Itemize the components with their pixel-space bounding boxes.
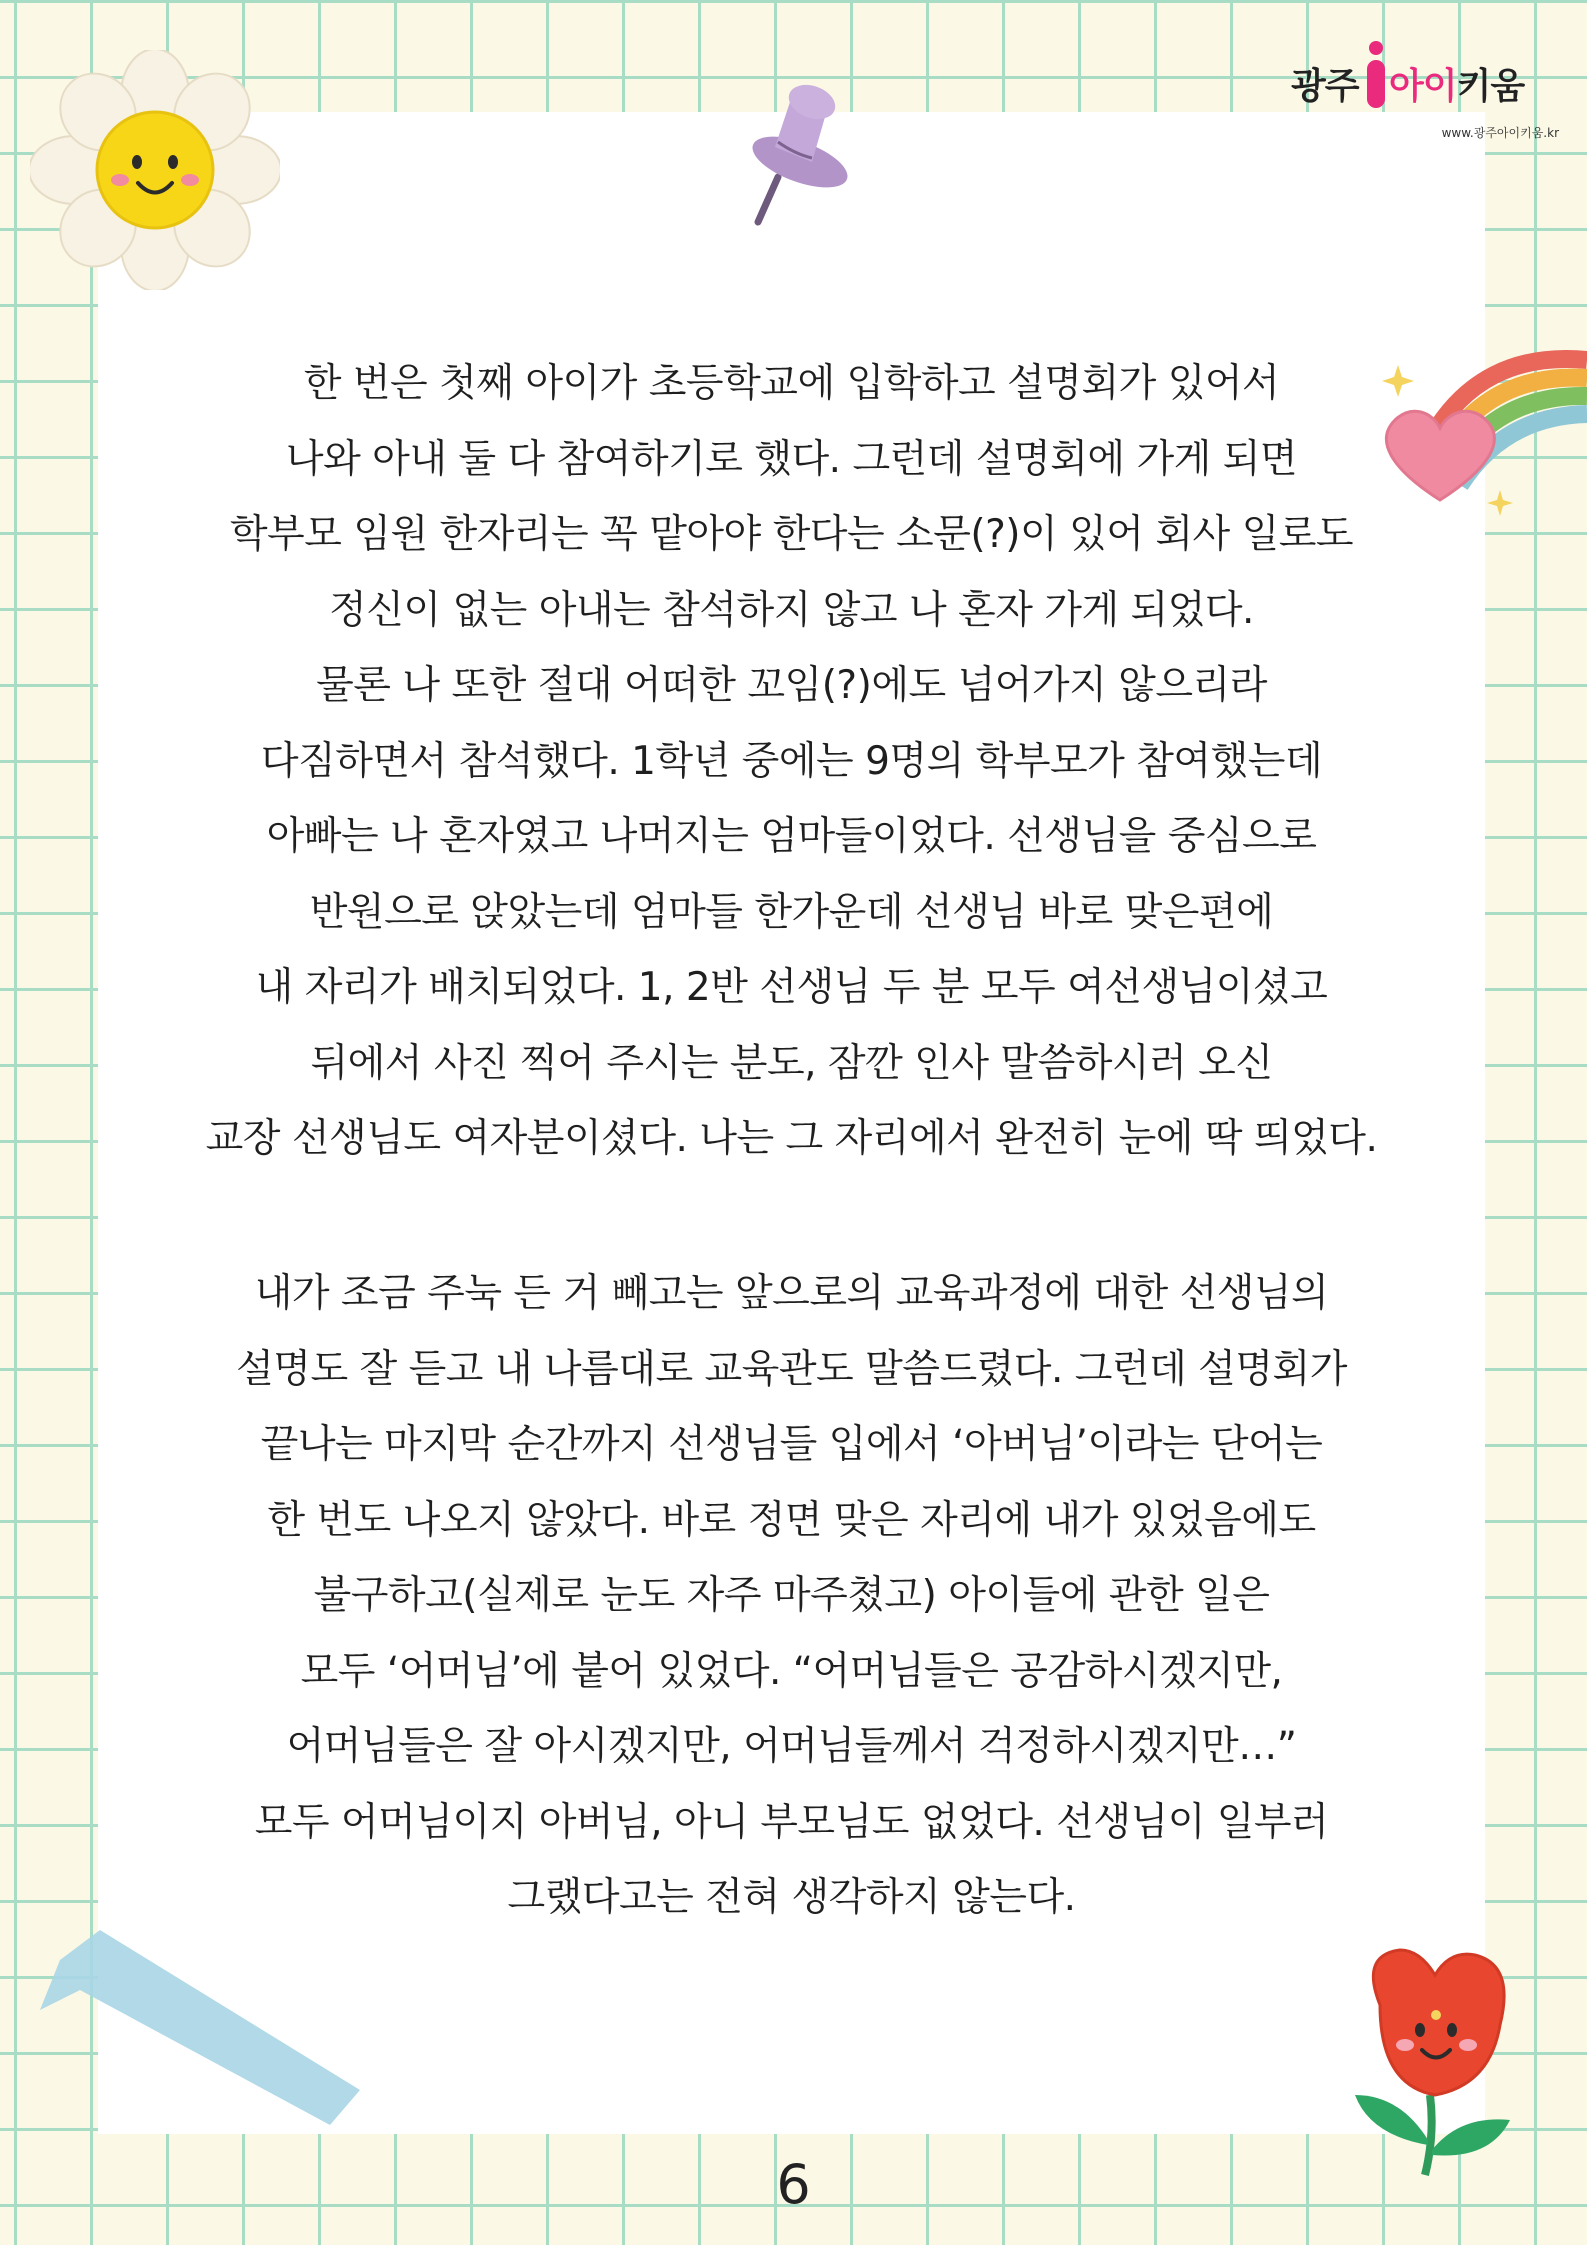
logo-url: www.광주아이키움.kr <box>1441 126 1559 140</box>
brand-logo <box>1285 32 1565 142</box>
logo-text-pink: 아이 <box>1389 66 1457 107</box>
text-line: 물론 나 또한 절대 어떠한 꼬임(?)에도 넘어가지 않으리라 <box>316 663 1267 708</box>
text-line: 불구하고(실제로 눈도 자주 마주쳤고) 아이들에 관한 일은 <box>313 1573 1270 1618</box>
text-line: 다짐하면서 참석했다. 1학년 중에는 9명의 학부모가 참여했는데 <box>260 738 1323 784</box>
text-line: 모두 ‘어머님’에 붙어 있었다. “어머님들은 공감하시겠지만, <box>300 1648 1283 1694</box>
washi-tape-sticker <box>40 1920 370 2130</box>
text-line: 그랬다고는 전혀 생각하지 않는다. <box>507 1875 1076 1920</box>
text-line: 내가 조금 주눅 든 거 빼고는 앞으로의 교육과정에 대한 선생님의 <box>254 1271 1329 1316</box>
text-line: 학부모 임원 한자리는 꼭 맡아야 한다는 소문(?)이 있어 회사 일로도 <box>229 512 1354 557</box>
text-line: 설명도 잘 듣고 내 나름대로 교육관도 말씀드렸다. 그런데 설명회가 <box>236 1346 1347 1392</box>
logo-text-left: 광주 <box>1291 66 1359 107</box>
text-line: 정신이 없는 아내는 참석하지 않고 나 혼자 가게 되었다. <box>329 587 1254 633</box>
text-line: 모두 어머님이지 아버님, 아니 부모님도 없었다. 선생님이 일부러 <box>254 1799 1329 1845</box>
text-line: 한 번도 나오지 않았다. 바로 정면 맞은 자리에 내가 있었음에도 <box>267 1497 1316 1543</box>
daisy-flower-sticker <box>30 50 280 290</box>
logo-text-dark: 키움 <box>1456 66 1525 107</box>
text-line: 끝나는 마지막 순간까지 선생님들 입에서 ‘아버님’이라는 단어는 <box>260 1422 1323 1467</box>
text-line: 어머님들은 잘 아시겠지만, 어머님들께서 걱정하시겠지만…” <box>286 1724 1297 1769</box>
page-number: 6 <box>776 2153 811 2216</box>
push-pin-sticker <box>730 72 860 232</box>
text-line: 교장 선생님도 여자분이셨다. 나는 그 자리에서 완전히 눈에 딱 띄었다. <box>205 1116 1378 1161</box>
text-line: 나와 아내 둘 다 참여하기로 했다. 그런데 설명회에 가게 되면 <box>285 436 1298 482</box>
text-line: 아빠는 나 혼자였고 나머지는 엄마들이었다. 선생님을 중심으로 <box>266 814 1317 859</box>
text-line: 반원으로 앉았는데 엄마들 한가운데 선생님 바로 맞은편에 <box>309 889 1274 935</box>
paragraph-1 <box>98 346 1485 1177</box>
text-line: 내 자리가 배치되었다. 1, 2반 선생님 두 분 모두 여선생님이셨고 <box>255 965 1328 1010</box>
paragraph-2 <box>98 1256 1485 1936</box>
logo-text-right <box>1389 58 1524 109</box>
text-line: 뒤에서 사진 찍어 주시는 분도, 잠깐 인사 말씀하시러 오신 <box>310 1040 1273 1086</box>
text-line: 한 번은 첫째 아이가 초등학교에 입학하고 설명회가 있어서 <box>303 361 1280 406</box>
logo-i-icon <box>1363 40 1389 112</box>
